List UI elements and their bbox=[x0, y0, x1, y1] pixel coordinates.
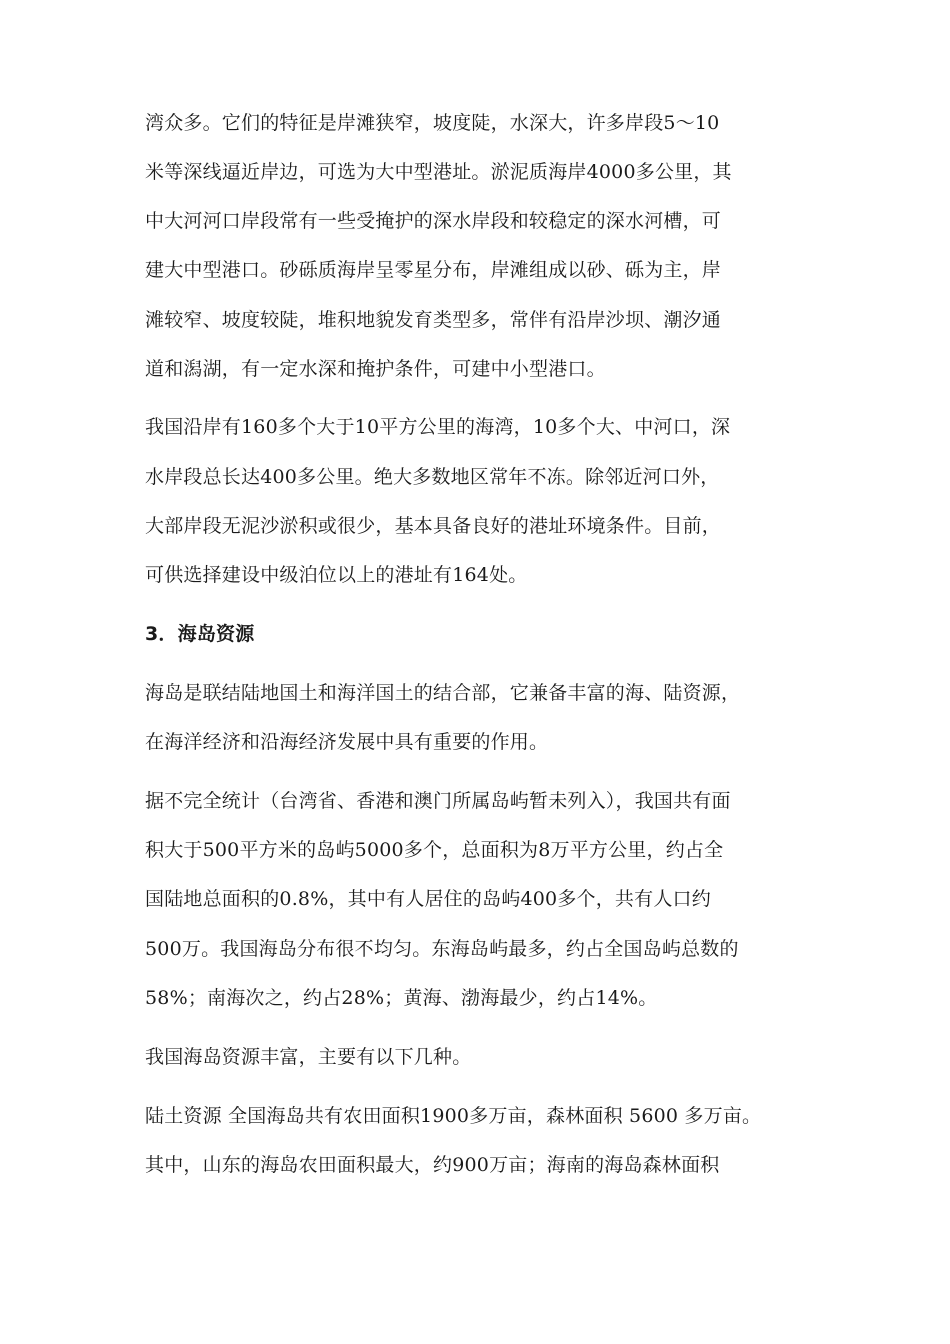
paragraph-line: 建大中型港口。砂砾质海岸呈零星分布，岸滩组成以砂、砾为主，岸 bbox=[145, 259, 722, 281]
paragraph-line: 陆土资源 全国海岛共有农田面积1900多万亩，森林面积 5600 多万亩。 bbox=[145, 1105, 762, 1127]
section-heading: 3．海岛资源 bbox=[145, 623, 255, 645]
paragraph-line: 我国海岛资源丰富，主要有以下几种。 bbox=[145, 1046, 472, 1068]
paragraph-line: 500万。我国海岛分布很不均匀。东海岛屿最多，约占全国岛屿总数的 bbox=[145, 938, 739, 960]
paragraph-line: 海岛是联结陆地国土和海洋国土的结合部，它兼备丰富的海、陆资源， bbox=[145, 682, 741, 704]
paragraph-line: 其中，山东的海岛农田面积最大，约900万亩；海南的海岛森林面积 bbox=[145, 1154, 720, 1176]
paragraph-line: 滩较窄、坡度较陡，堆积地貌发育类型多，常伴有沿岸沙坝、潮汐通 bbox=[145, 309, 722, 331]
paragraph-line: 大部岸段无泥沙淤积或很少，基本具备良好的港址环境条件。目前， bbox=[145, 515, 722, 537]
paragraph-line: 米等深线逼近岸边，可选为大中型港址。淤泥质海岸4000多公里，其 bbox=[145, 161, 732, 183]
paragraph-line: 据不完全统计（台湾省、香港和澳门所属岛屿暂未列入），我国共有面 bbox=[145, 790, 731, 812]
paragraph-line: 道和潟湖，有一定水深和掩护条件，可建中小型港口。 bbox=[145, 358, 606, 380]
paragraph-line: 我国沿岸有160多个大于10平方公里的海湾，10多个大、中河口，深 bbox=[145, 416, 731, 438]
paragraph-line: 中大河河口岸段常有一些受掩护的深水岸段和较稳定的深水河槽，可 bbox=[145, 210, 722, 232]
paragraph-line: 水岸段总长达400多公里。绝大多数地区常年不冻。除邻近河口外， bbox=[145, 466, 720, 488]
paragraph-line: 58%；南海次之，约占28%；黄海、渤海最少，约占14%。 bbox=[145, 987, 658, 1009]
paragraph-line: 在海洋经济和沿海经济发展中具有重要的作用。 bbox=[145, 731, 549, 753]
paragraph-line: 积大于500平方米的岛屿5000多个，总面积为8万平方公里，约占全 bbox=[145, 839, 724, 861]
paragraph-line: 湾众多。它们的特征是岸滩狭窄，坡度陡，水深大，许多岸段5～10 bbox=[145, 112, 720, 134]
paragraph-line: 国陆地总面积的0.8%，其中有人居住的岛屿400多个，共有人口约 bbox=[145, 888, 711, 910]
paragraph-line: 可供选择建设中级泊位以上的港址有164处。 bbox=[145, 564, 528, 586]
